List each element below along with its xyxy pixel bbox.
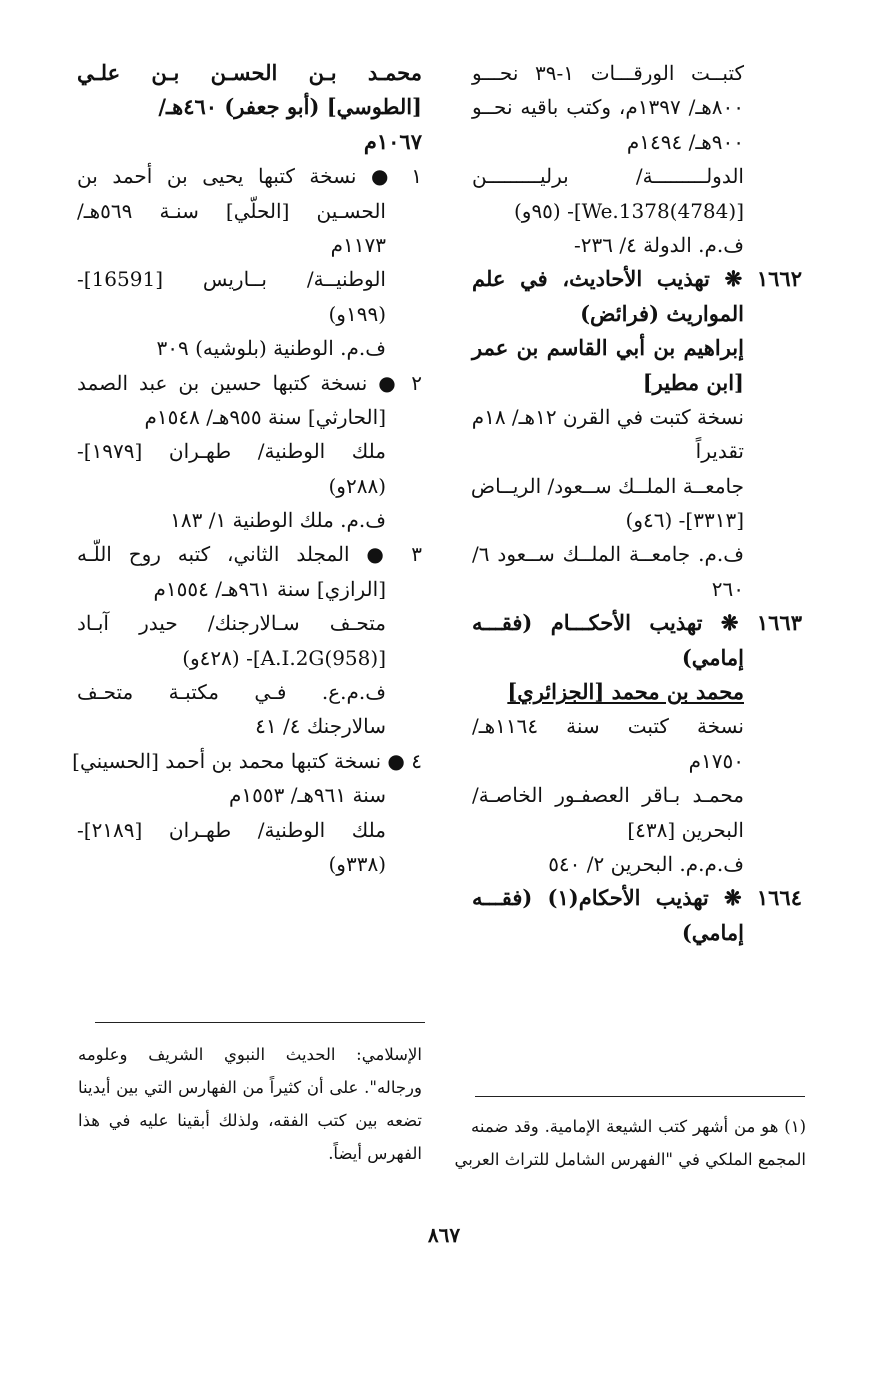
left-column-line: محمـد بـن الحسـن بـن علـي [77, 60, 422, 85]
footnote-right-line: المجمع الملكي في "الفهرس الشامل للتراث العربي [454, 1150, 806, 1169]
footnote-separator-left [95, 1022, 425, 1023]
left-column-line: ١٠٦٧م [363, 128, 422, 154]
left-column-line: ملك الوطنية/ طهـران [١٩٧٩]- [77, 439, 386, 464]
footnote-left-line: الإسلامي: الحديث النبوي الشريف وعلومه [78, 1045, 422, 1064]
left-column-line: [A.I.2G(958)]- (٤٢٨و) [182, 645, 386, 670]
page-number: ٨٦٧ [427, 1223, 461, 1247]
right-column-line: ف.م. جامعــة الملــك ســعود ٦/ [472, 542, 744, 567]
right-column [472, 56, 802, 950]
right-column-line: ١٦٦٤ ❋ تهذيب الأحكام(١) (فقـــه [472, 885, 802, 911]
left-column-line: ١١٧٣م [330, 232, 386, 257]
left-column-line: سنة ٩٦١هـ/ ١٥٥٣م [229, 783, 386, 808]
right-column-line: ف.م.م. البحرين ٢/ ٥٤٠ [548, 851, 744, 876]
footnote-left-line: تضعه بين كتب الفقه، ولذلك أبقينا عليه في هذا [78, 1111, 422, 1130]
left-column-line: [الطوسي] (أبو جعفر) ٤٦٠هـ/ [158, 94, 422, 120]
left-column-line: [الرازي] سنة ٩٦١هـ/ ١٥٥٤م [153, 576, 386, 601]
right-column-line: ٢٦٠ [711, 576, 744, 601]
left-column-line: ملك الوطنية/ طهـران [٢١٨٩]- [77, 817, 386, 842]
right-column-line: ١٧٥٠م [688, 748, 744, 773]
left-column-line: ف.م. الوطنية (بلوشيه) ٣٠٩ [156, 336, 386, 361]
left-column [72, 56, 422, 881]
right-column-line: [ابن مطير] [642, 369, 744, 395]
footnote-right [454, 1110, 806, 1176]
right-column-line: ١٦٦٣ ❋ تهذيب الأحكـــام (فقـــه [472, 610, 802, 636]
footnote-right-line: (١) هو من أشهر كتب الشيعة الإمامية. وقد ضمنه [471, 1117, 806, 1136]
left-column-line: ف.م.ع. فـي مكتبـة متحـف [77, 680, 386, 705]
right-column-line: ٩٠٠هـ/ ١٤٩٤م [626, 129, 744, 154]
right-column-line: [٣٣١٣]- (٤٦و) [625, 508, 744, 533]
left-column-line: ف.م. ملك الوطنية ١/ ١٨٣ [170, 508, 386, 533]
left-column-line: متحـف سـالارجنك/ حيدر آبـاد [77, 611, 386, 636]
left-column-line: ٣ ● المجلد الثاني، كتبه روح اللّـه [77, 542, 422, 567]
left-column-line: (١٩٩و) [328, 301, 386, 326]
left-column-line: ١ ● نسخة كتبها يحيى بن أحمد بن [77, 164, 422, 189]
left-column-line: [الحارثي] سنة ٩٥٥هـ/ ١٥٤٨م [144, 404, 386, 429]
footnote-left-line: الفهرس أيضاً. [328, 1144, 422, 1163]
right-column-line: كتبــت الورقـــات ١-٣٩ نحـــو [472, 61, 744, 85]
left-column-line: (٢٨٨و) [328, 473, 386, 498]
right-column-line: نسخة كتبت في القرن ١٢هـ/ ١٨م [471, 404, 744, 429]
right-column-line: الدولـــــــــة/ برليـــــــــن [472, 164, 744, 189]
right-column-line: إمامي) [681, 919, 744, 945]
left-column-line: سالارجنك ٤/ ٤١ [255, 714, 386, 739]
right-column-line: نسخة كتبت سنة ١١٦٤هـ/ [472, 714, 744, 739]
left-column-line: الوطنيــة/ بــاريس [16591]- [77, 267, 386, 292]
right-column-line: ١٦٦٢ ❋ تهذيب الأحاديث، في علم [472, 266, 802, 292]
footnote-left [78, 1038, 422, 1170]
left-column-line: الحسـين [الحلّي] سنـة ٥٦٩هـ/ [77, 198, 386, 223]
left-column-line: (٣٣٨و) [328, 851, 386, 876]
right-column-line: المواريث (فرائض) [580, 300, 744, 326]
right-column-line: إبراهيم بن أبي القاسم بن عمر [472, 335, 744, 361]
footnote-left-line: ورجاله". على أن كثيراً من الفهارس التي بين أيدينا [78, 1078, 422, 1097]
left-column-line: ٢ ● نسخة كتبها حسين بن عبد الصمد [77, 370, 422, 395]
right-column-line: محمد بن محمد [الجزائري] [507, 679, 744, 705]
right-column-line: ف.م. الدولة ٤/ ٢٣٦- [573, 232, 744, 257]
right-column-line: جامعــة الملــك ســعود/ الريــاض [470, 473, 744, 498]
footnote-separator-right [475, 1096, 805, 1097]
right-column-line: محمـد بـاقر العصفـور الخاصـة/ [472, 783, 744, 808]
right-column-line: ٨٠٠هـ/ ١٣٩٧م، وكتب باقيه نحــو [472, 95, 744, 120]
right-column-line: البحرين [٤٣٨] [627, 817, 744, 842]
right-column-line: [We.1378(4784)]- (٩٥و) [513, 198, 744, 223]
right-column-line: إمامي) [681, 644, 744, 670]
right-column-line: تقديراً [695, 439, 744, 464]
left-column-line: ٤ ● نسخة كتبها محمد بن أحمد [الحسيني] [72, 748, 422, 773]
